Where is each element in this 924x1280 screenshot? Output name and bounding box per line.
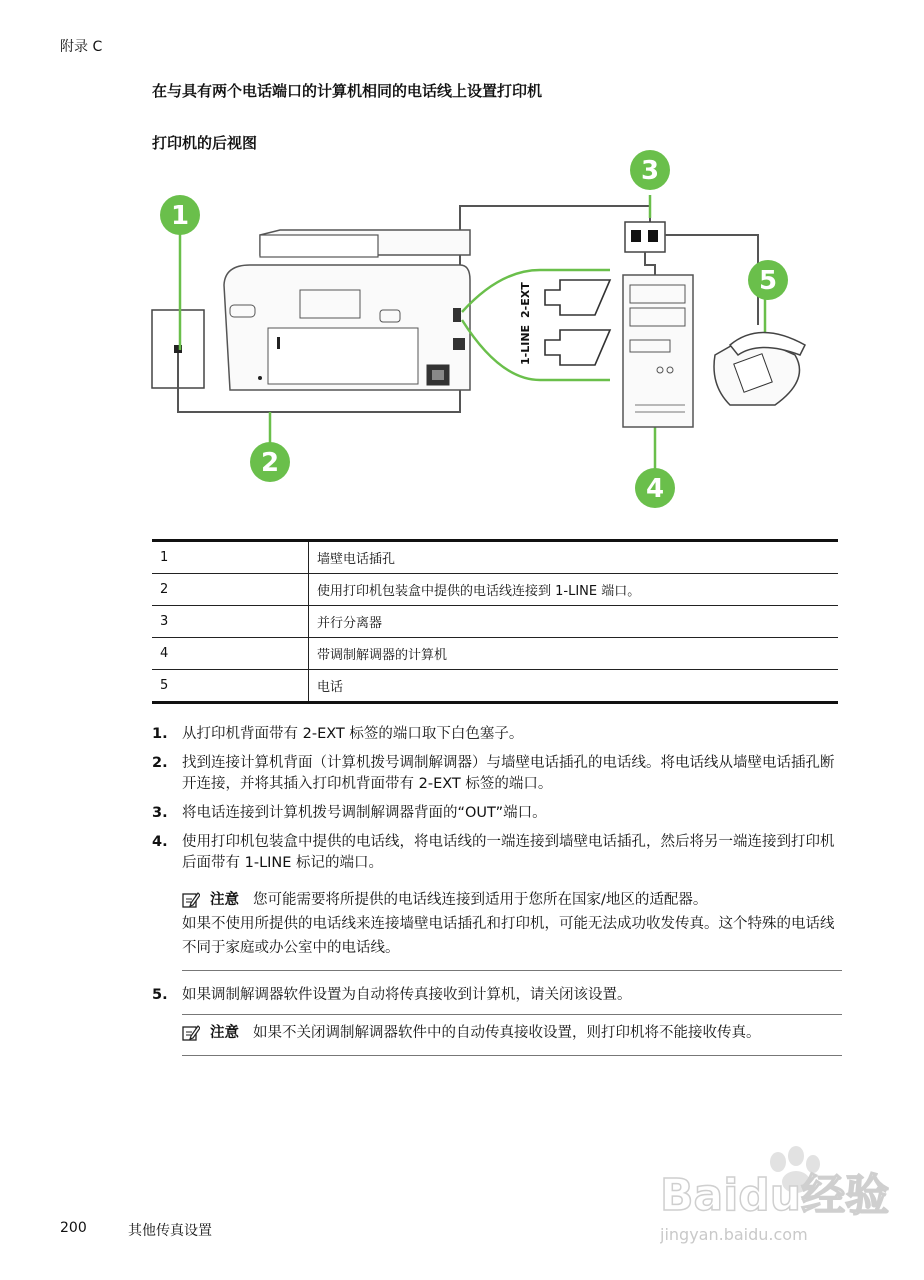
callout-4: 4 — [645, 474, 665, 504]
legend-text: 带调制解调器的计算机 — [309, 638, 839, 670]
note-text: 如果不关闭调制解调器软件中的自动传真接收设置，则打印机将不能接收传真。 — [253, 1025, 761, 1041]
diagram-heading: 打印机的后视图 — [152, 134, 258, 152]
callout-1: 1 — [170, 201, 190, 231]
step-text: 如果调制解调器软件设置为自动将传真接收到计算机，请关闭该设置。 — [182, 987, 632, 1003]
port-label-2ext: 2-EXT — [519, 282, 532, 318]
note-block — [182, 1014, 842, 1056]
phone-plug-icon — [545, 280, 610, 365]
note — [182, 1015, 842, 1056]
legend-text: 电话 — [317, 680, 344, 695]
page-title: 在与具有两个电话端口的计算机相同的电话线上设置打印机 — [152, 82, 543, 100]
note-text-continued: 如果不使用所提供的电话线来连接墙壁电话插孔和打印机，可能无法成功收发传真。这个特殊的电话线不同于家庭或办公室中的电话线。 — [182, 916, 835, 956]
callout-3: 3 — [640, 156, 660, 186]
note — [182, 882, 842, 971]
note-block — [182, 882, 842, 971]
callout-2: 2 — [260, 448, 280, 478]
note-label: 注意 — [210, 892, 239, 908]
watermark-brand: Baidu经验 — [660, 1170, 890, 1221]
note-label: 注意 — [210, 1025, 239, 1041]
step-number: 2. — [152, 755, 168, 771]
computer-icon — [623, 275, 693, 427]
table-row — [152, 541, 838, 574]
step-text: 从打印机背面带有 2-EXT 标签的端口取下白色塞子。 — [182, 726, 524, 742]
list-item — [152, 753, 842, 795]
step-number: 5. — [152, 987, 168, 1003]
step-text: 将电话连接到计算机拨号调制解调器背面的“OUT”端口。 — [182, 805, 547, 821]
list-item — [152, 724, 842, 745]
note-pencil-icon — [182, 1024, 200, 1042]
port-label-1line: 1-LINE — [519, 324, 532, 365]
list-item — [152, 985, 842, 1006]
list-item — [152, 803, 842, 824]
legend-num: 3 — [152, 606, 309, 638]
step-text: 使用打印机包装盒中提供的电话线，将电话线的一端连接到墙壁电话插孔，然后将另一端连接到打印机后面带有 1-LINE 标记的端口。 — [182, 834, 835, 871]
legend-num: 1 — [152, 541, 309, 574]
watermark-url: jingyan.baidu.com — [660, 1225, 808, 1244]
callout-5: 5 — [758, 266, 778, 296]
legend-num: 4 — [152, 638, 309, 670]
instruction-steps — [152, 724, 842, 1056]
table-row — [152, 670, 838, 703]
footer-title: 其他传真设置 — [128, 1223, 212, 1239]
legend-num: 5 — [152, 670, 309, 703]
page-header: 附录 C — [60, 39, 103, 55]
step-text: 找到连接计算机背面（计算机拨号调制解调器）与墙壁电话插孔的电话线。将电话线从墙壁电话插孔断开连接，并将其插入打印机背面带有 2-EXT 标签的端口。 — [182, 755, 835, 792]
table-row — [152, 574, 838, 606]
step-number: 4. — [152, 834, 168, 850]
table-row — [152, 638, 838, 670]
baidu-watermark — [660, 1140, 890, 1250]
note-pencil-icon — [182, 891, 200, 909]
legend-text: 墙壁电话插孔 — [309, 541, 839, 574]
table-row — [152, 606, 838, 638]
legend-text: 并行分离器 — [309, 606, 839, 638]
legend-num: 2 — [152, 574, 309, 606]
connection-diagram — [140, 140, 840, 520]
step-number: 1. — [152, 726, 168, 742]
telephone-icon — [714, 333, 805, 406]
step-number: 3. — [152, 805, 168, 821]
legend-text: 使用打印机包装盒中提供的电话线连接到 1-LINE 端口。 — [309, 574, 839, 606]
list-item — [152, 832, 842, 874]
legend-table — [152, 539, 838, 704]
page-number: 200 — [60, 1220, 87, 1236]
note-text: 您可能需要将所提供的电话线连接到适用于您所在国家/地区的适配器。 — [253, 892, 708, 908]
splitter-icon — [625, 222, 665, 252]
printer-icon — [224, 230, 470, 390]
